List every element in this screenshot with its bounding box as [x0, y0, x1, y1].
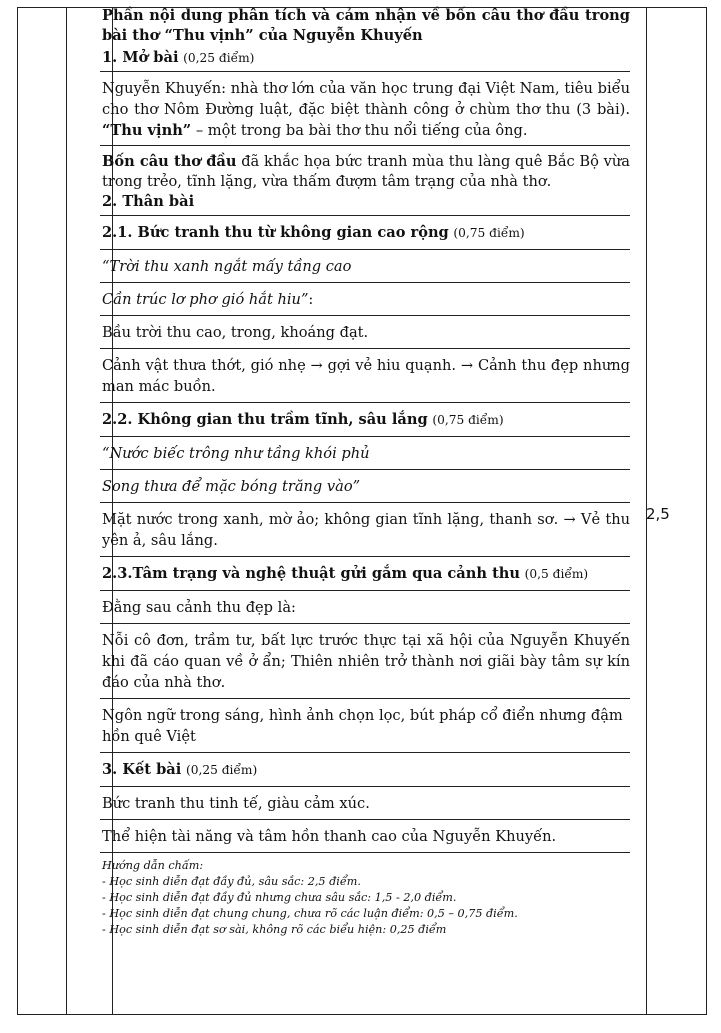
- mo-bai-text: Nguyễn Khuyến: nhà thơ lớn của văn học trung đại Việt Nam, tiêu biểu cho thơ Nôm Đường luật, đặc biệt thành công ở chùm thơ thu (3 bài).: [102, 80, 630, 118]
- s23-p1: Đằng sau cảnh thu đẹp là:: [100, 591, 630, 624]
- score-value: 2,5: [646, 505, 670, 523]
- mo-bai-paragraph-2: [100, 146, 630, 216]
- column-divider-1: [66, 8, 67, 1014]
- s23-p3: Ngôn ngữ trong sáng, hình ảnh chọn lọc, bút pháp cổ điển nhưng đậm hồn quê Việt: [100, 699, 630, 753]
- s22-quote-2: Song thưa để mặc bóng trăng vào”: [100, 470, 630, 503]
- s23-points: (0,5 điểm): [524, 567, 589, 581]
- s21-heading-row: [100, 216, 630, 250]
- mo-bai-heading-line: [102, 48, 630, 68]
- ket-bai-heading: 3. Kết bài: [102, 761, 182, 778]
- s21-quote-1: “Trời thu xanh ngắt mấy tầng cao: [100, 250, 630, 283]
- s21-heading: 2.1. Bức tranh thu từ không gian cao rộng: [102, 224, 449, 241]
- s23-p2: Nỗi cô đơn, trầm tư, bất lực trước thực tại xã hội của Nguyễn Khuyến khi đã cáo quan về ở ẩn; Thiên nhiên trở thành nơi giãi bày tâm sự kín đáo của nhà thơ.: [100, 624, 630, 699]
- mo-bai-p2-text: đã khắc họa bức tranh mùa thu làng quê Bắc Bộ vừa trong trẻo, tĩnh lặng, vừa thấm đượm tâm trạng của nhà thơ.: [102, 153, 631, 190]
- ket-bai-heading-row: [100, 753, 630, 787]
- mo-bai-heading: 1. Mở bài: [102, 49, 179, 66]
- s21-p1: Bầu trời thu cao, trong, khoáng đạt.: [100, 316, 630, 349]
- guide-item-2: - Học sinh diễn đạt đầy đủ nhưng chưa sâu sắc: 1,5 - 2,0 điểm.: [102, 891, 457, 904]
- section-header-row: [100, 5, 630, 72]
- section-title: Phần nội dung phân tích và cảm nhận về bốn câu thơ đầu trong bài thơ “Thu vịnh” của Nguyễn Khuyến: [102, 7, 630, 44]
- guide-item-1: - Học sinh diễn đạt đầy đủ, sâu sắc: 2,5 điểm.: [102, 875, 361, 888]
- s21-points: (0,75 điểm): [453, 226, 525, 240]
- s22-p1: Mặt nước trong xanh, mờ ảo; không gian tĩnh lặng, thanh sơ. → Vẻ thu yên ả, sâu lắng.: [100, 503, 630, 557]
- s21-quote-colon: :: [308, 291, 314, 308]
- ket-bai-p2: Thể hiện tài năng và tâm hồn thanh cao của Nguyễn Khuyến.: [100, 820, 630, 853]
- mo-bai-paragraph-1: [100, 72, 630, 146]
- grading-guide: [100, 853, 630, 941]
- s22-heading: 2.2. Không gian thu trầm tĩnh, sâu lắng: [102, 411, 428, 428]
- mo-bai-points: (0,25 điểm): [183, 51, 255, 65]
- bon-cau-tho-dau: Bốn câu thơ đầu: [102, 153, 237, 170]
- answer-content: [102, 5, 631, 941]
- s23-heading: 2.3.Tâm trạng và nghệ thuật gửi gắm qua cảnh thu: [102, 565, 521, 582]
- thu-vinh-title: “Thu vịnh”: [102, 122, 192, 139]
- s22-heading-row: [100, 403, 630, 437]
- guide-title: Hướng dẫn chấm:: [102, 859, 204, 872]
- guide-item-4: - Học sinh diễn đạt sơ sài, không rõ các biểu hiện: 0,25 điểm: [102, 923, 447, 936]
- guide-item-3: - Học sinh diễn đạt chung chung, chưa rõ các luận điểm: 0,5 – 0,75 điểm.: [102, 907, 518, 920]
- mo-bai-text-tail: – một trong ba bài thơ thu nổi tiếng của ông.: [195, 122, 528, 139]
- s21-p2: Cảnh vật thưa thớt, gió nhẹ → gợi vẻ hiu quạnh. → Cảnh thu đẹp nhưng man mác buồn.: [100, 349, 630, 403]
- ket-bai-points: (0,25 điểm): [185, 763, 258, 777]
- than-bai-heading: 2. Thân bài: [102, 193, 195, 210]
- s22-points: (0,75 điểm): [432, 413, 504, 427]
- ket-bai-p1: Bức tranh thu tinh tế, giàu cảm xúc.: [100, 787, 630, 820]
- s22-quote-1: “Nước biếc trông như tầng khói phủ: [100, 437, 630, 470]
- s21-quote-2: Cần trúc lơ phơ gió hắt hiu”: [102, 291, 309, 308]
- s21-quote-2-row: [100, 283, 630, 316]
- s23-heading-row: [100, 557, 630, 591]
